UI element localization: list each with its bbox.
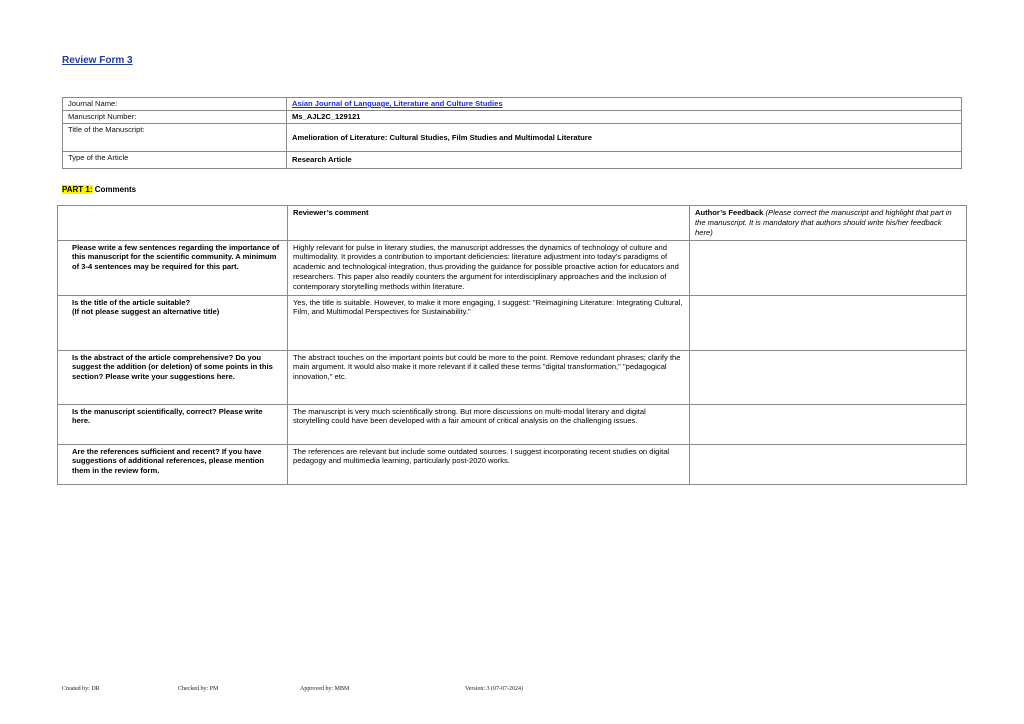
manuscript-info-table (62, 97, 962, 169)
author-feedback-cell[interactable] (690, 444, 967, 484)
header-author-bold: Author’s Feedback (695, 208, 764, 217)
header-reviewer-comment: Reviewer’s comment (288, 206, 690, 241)
comment-row (58, 240, 967, 295)
question-cell: Are the references sufficient and recent? If you have suggestions of additional references, please mention them in the review form. (58, 444, 288, 484)
manuscript-title-cell (287, 123, 962, 151)
part-heading (62, 185, 136, 194)
reviewer-comment-cell: The references are relevant but include some outdated sources. I suggest incorporating recent studies on digital pedagogy and multimedia learning, particularly post-2020 works. (288, 444, 690, 484)
question-cell: Please write a few sentences regarding the importance of this manuscript for the scientific community. A minimum of 3-4 sentences may be required for this part. (58, 240, 288, 295)
question-cell: Is the manuscript scientifically, correct? Please write here. (58, 404, 288, 444)
article-type-row (63, 151, 962, 168)
comment-row (58, 350, 967, 404)
manuscript-title-value: Amelioration of Literature: Cultural Studies, Film Studies and Multimodal Literature (292, 132, 592, 142)
footer-checked-by: Checked by: PM (178, 686, 219, 692)
journal-label: Journal Name: (63, 98, 287, 111)
footer-approved-by: Approved by: MBM (300, 686, 350, 692)
author-feedback-cell[interactable] (690, 404, 967, 444)
article-type-label: Type of the Article (63, 151, 287, 168)
form-title: Review Form 3 (62, 55, 133, 66)
question-cell: Is the title of the article suitable? (If not please suggest an alternative title) (58, 295, 288, 350)
article-type-value: Research Article (287, 151, 962, 168)
part-label: PART 1: (62, 185, 93, 194)
reviewer-comment-cell: The abstract touches on the important points but could be more to the point. Remove redundant phrases; clarify the main argument. It would also make it more relevant if it called these terms "digital transformation," "pedagogical innovation," etc. (288, 350, 690, 404)
author-feedback-cell[interactable] (690, 295, 967, 350)
footer-version: Version: 3 (07-07-2024) (465, 686, 523, 692)
reviewer-comment-cell: The manuscript is very much scientifically strong. But more discussions on multi-modal literary and digital storytelling could have been developed with a fair amount of critical analysis on the challenging issues. (288, 404, 690, 444)
comments-header-row (58, 206, 967, 241)
journal-row (63, 98, 962, 111)
header-empty-cell (58, 206, 288, 241)
manuscript-number-row (63, 110, 962, 123)
journal-name-link[interactable]: Asian Journal of Language, Literature and Culture Studies (292, 99, 503, 108)
part-suffix: Comments (92, 185, 137, 194)
reviewer-comment-cell: Highly relevant for pulse in literary studies, the manuscript addresses the dynamics of technology of culture and multimodality. It provides a contribution to important deficiencies: literature adjustment into today’s paradigms of academic and technological integration, thus providing the guidance for possible proactive action for educators and researchers. This paper also readily counters the argument for interdisciplinary approaches and the inclusion of contemporary storytelling methods within literature. (288, 240, 690, 295)
comment-row (58, 444, 967, 484)
header-author-feedback (690, 206, 967, 241)
comment-row (58, 404, 967, 444)
header-author-note: (Please correct the manuscript and highlight that part in the manuscript. It is mandatory that authors should write his/her feedback here) (695, 208, 952, 237)
comment-row (58, 295, 967, 350)
manuscript-number-value: Ms_AJL2C_129121 (287, 110, 962, 123)
question-cell: Is the abstract of the article comprehensive? Do you suggest the addition (or deletion) of some points in this section? Please write your suggestions here. (58, 350, 288, 404)
footer-created-by: Created by: DR (62, 686, 100, 692)
author-feedback-cell[interactable] (690, 240, 967, 295)
author-feedback-cell[interactable] (690, 350, 967, 404)
manuscript-number-label: Manuscript Number: (63, 110, 287, 123)
manuscript-title-row (63, 123, 962, 151)
reviewer-comment-cell: Yes, the title is suitable. However, to make it more engaging, I suggest: "Reimagining Literature: Integrating Cultural, Film, and Multimodal Perspectives for Sustainability." (288, 295, 690, 350)
comments-table (57, 205, 967, 485)
manuscript-title-label: Title of the Manuscript: (63, 123, 287, 151)
journal-value-cell (287, 98, 962, 111)
